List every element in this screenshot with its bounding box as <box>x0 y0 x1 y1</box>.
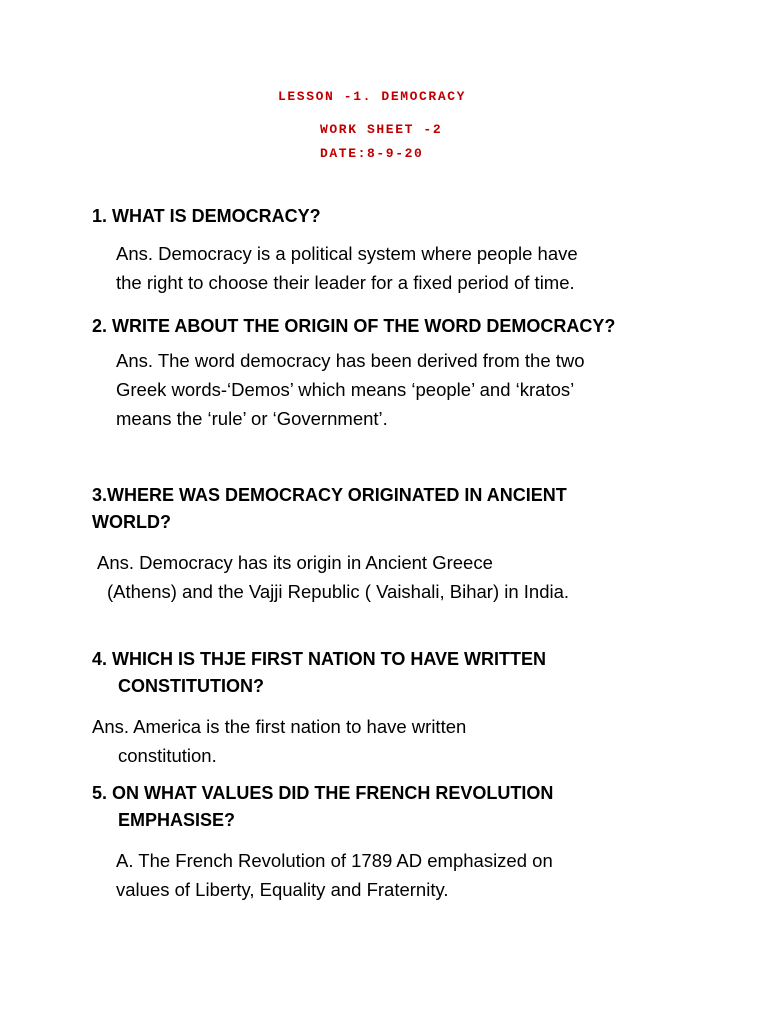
question-2 <box>92 313 615 340</box>
worksheet-number: WORK SHEET -2 <box>320 122 443 137</box>
question-2-line-1: 2. WRITE ABOUT THE ORIGIN OF THE WORD DEMOCRACY? <box>92 316 616 336</box>
question-5-line-1: 5. ON WHAT VALUES DID THE FRENCH REVOLUTION <box>92 783 554 803</box>
answer-2-line-2: Greek words-‘Demos’ which means ‘people’ and ‘kratos’ <box>116 379 575 400</box>
answer-1-line-2: the right to choose their leader for a fixed period of time. <box>116 272 575 293</box>
question-5-line-2: EMPHASISE? <box>118 810 236 830</box>
question-1 <box>92 203 321 230</box>
question-4-line-1: 4. WHICH IS THJE FIRST NATION TO HAVE WRITTEN <box>92 649 547 669</box>
answer-3 <box>97 548 569 606</box>
question-4-line-2: CONSTITUTION? <box>118 676 264 696</box>
answer-3-line-2: (Athens) and the Vajji Republic ( Vaishali, Bihar) in India. <box>107 581 570 602</box>
answer-5-line-2: values of Liberty, Equality and Fraternity. <box>116 879 449 900</box>
answer-1-line-1: Ans. Democracy is a political system where people have <box>116 243 578 264</box>
question-1-line-1: 1. WHAT IS DEMOCRACY? <box>92 206 321 226</box>
question-4 <box>92 646 546 700</box>
question-5 <box>92 780 553 834</box>
answer-4-line-1: Ans. America is the first nation to have written <box>92 716 467 737</box>
question-3 <box>92 482 567 536</box>
answer-1 <box>116 239 578 297</box>
answer-2 <box>116 346 585 433</box>
question-3-line-1: 3.WHERE WAS DEMOCRACY ORIGINATED IN ANCIENT <box>92 485 567 505</box>
answer-2-line-3: means the ‘rule’ or ‘Government’. <box>116 408 388 429</box>
answer-5-line-1: A. The French Revolution of 1789 AD emphasized on <box>116 850 553 871</box>
answer-4 <box>92 712 466 770</box>
worksheet-date: DATE:8-9-20 <box>320 146 424 161</box>
answer-2-line-1: Ans. The word democracy has been derived from the two <box>116 350 585 371</box>
answer-5 <box>116 846 553 904</box>
lesson-title: LESSON -1. DEMOCRACY <box>278 89 467 104</box>
answer-3-line-1: Ans. Democracy has its origin in Ancient Greece <box>97 552 493 573</box>
question-3-line-2: WORLD? <box>92 512 171 532</box>
answer-4-line-2: constitution. <box>118 745 217 766</box>
